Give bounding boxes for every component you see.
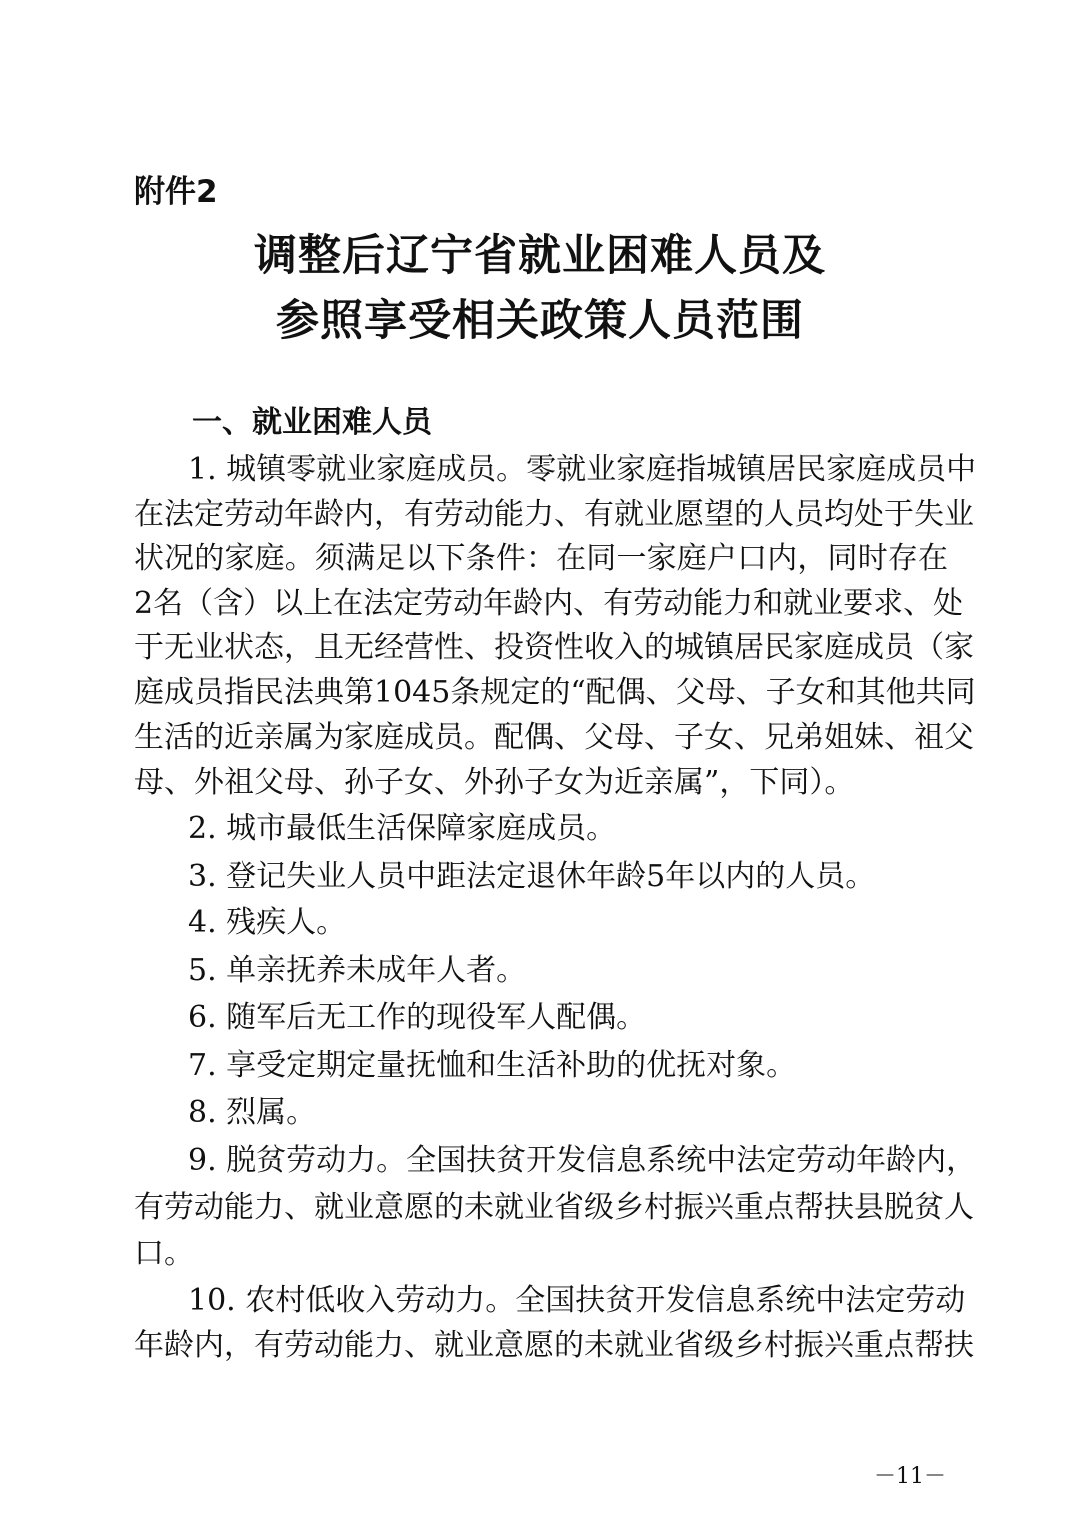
body-line: 有劳动能力、就业意愿的未就业省级乡村振兴重点帮扶县脱贫人 <box>134 1190 974 1225</box>
page-number: －11－ <box>874 1464 946 1489</box>
body-line: 于无业状态，且无经营性、投资性收入的城镇居民家庭成员（家 <box>134 630 974 665</box>
list-item: 4. 残疾人。 <box>188 905 347 940</box>
attachment-label: 附件2 <box>134 174 218 210</box>
list-item: 3. 登记失业人员中距法定退休年龄5年以内的人员。 <box>188 859 876 894</box>
document-title-line-2: 参照享受相关政策人员范围 <box>276 296 804 346</box>
document-title-line-1: 调整后辽宁省就业困难人员及 <box>254 231 826 281</box>
body-line: 生活的近亲属为家庭成员。配偶、父母、子女、兄弟姐妹、祖父 <box>134 720 974 755</box>
list-item: 2. 城市最低生活保障家庭成员。 <box>188 811 617 846</box>
body-line: 2名（含）以上在法定劳动年龄内、有劳动能力和就业要求、处 <box>134 586 964 621</box>
section-heading: 一、就业困难人员 <box>192 405 432 440</box>
list-item: 8. 烈属。 <box>188 1095 317 1130</box>
list-item: 5. 单亲抚养未成年人者。 <box>188 953 527 988</box>
body-line: 母、外祖父母、孙子女、外孙子女为近亲属”，下同）。 <box>134 765 855 800</box>
body-line: 10. 农村低收入劳动力。全国扶贫开发信息系统中法定劳动 <box>188 1283 966 1318</box>
body-line: 1. 城镇零就业家庭成员。零就业家庭指城镇居民家庭成员中 <box>188 452 977 487</box>
body-line: 状况的家庭。须满足以下条件：在同一家庭户口内，同时存在 <box>134 541 948 576</box>
body-line: 口。 <box>134 1236 194 1271</box>
body-line: 9. 脱贫劳动力。全国扶贫开发信息系统中法定劳动年龄内， <box>188 1143 977 1178</box>
body-line: 年龄内，有劳动能力、就业意愿的未就业省级乡村振兴重点帮扶 <box>134 1328 974 1363</box>
list-item: 7. 享受定期定量抚恤和生活补助的优抚对象。 <box>188 1048 797 1083</box>
body-line: 在法定劳动年龄内，有劳动能力、有就业愿望的人员均处于失业 <box>134 497 974 532</box>
body-line: 庭成员指民法典第1045条规定的“配偶、父母、子女和其他共同 <box>134 675 976 710</box>
list-item: 6. 随军后无工作的现役军人配偶。 <box>188 1000 647 1035</box>
